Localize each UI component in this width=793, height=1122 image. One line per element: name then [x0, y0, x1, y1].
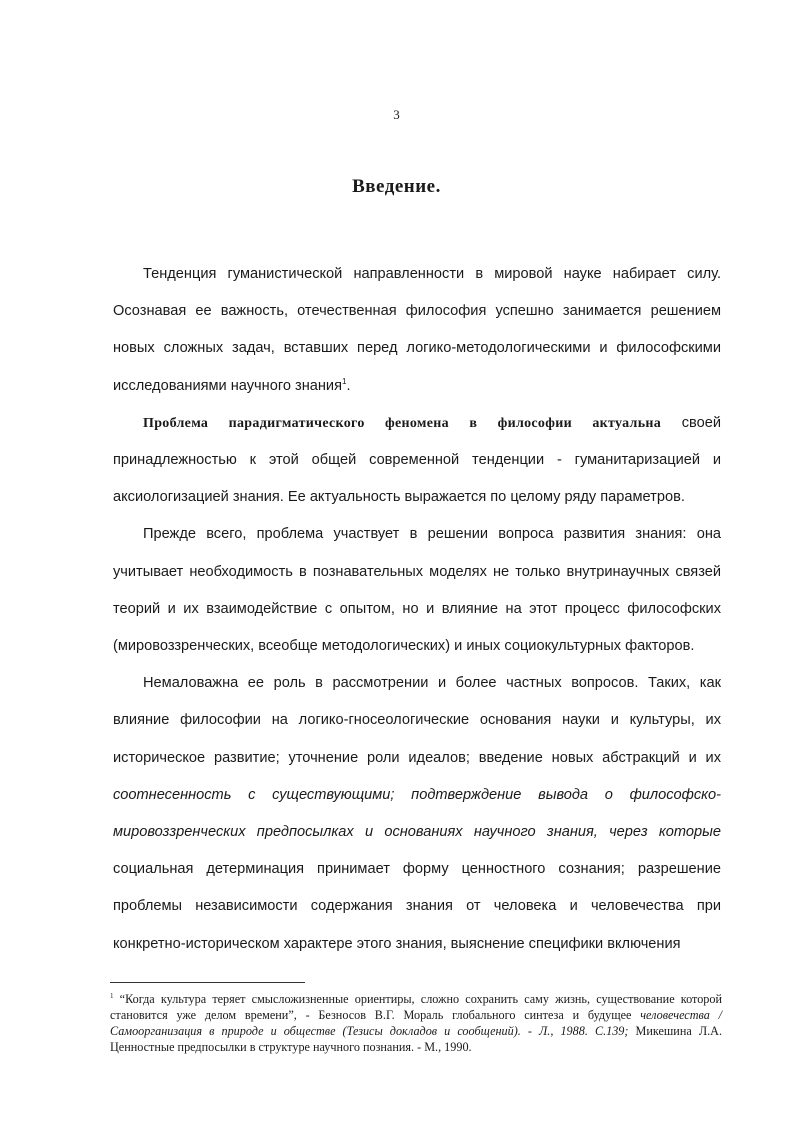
footnote-text-b: Микешина Л.А. Ценностные предпосылки в структуре научного познания. - М., 1990. — [110, 1024, 722, 1055]
paragraph-2 — [113, 405, 721, 517]
paragraph-4 — [113, 665, 721, 963]
paragraph-2-text: своей принадлежностью к этой общей современной тенденции - гуманитаризацией и аксиологизацией знания. Ее актуальность выражается по целому ряду параметров. — [113, 414, 721, 506]
footnote-divider — [110, 982, 305, 983]
paragraph-4-text-b: социальная детерминация принимает форму ценностного сознания; разрешение проблемы независимости содержания знания от человека и человечества при конкретно-историческом характере этого знания, выяснение специфики включения — [113, 861, 721, 952]
footnote-reference[interactable]: 1 — [342, 376, 347, 386]
body-text — [113, 256, 721, 963]
paragraph-1 — [113, 256, 721, 405]
paragraph-1-text: Тенденция гуманистической направленности в мировой науке набирает силу. Осознавая ее важность, отечественная философия успешно занимается решением новых сложных задач, вставших перед логико-методологическими и философскими исследованиями научного знания — [113, 266, 721, 394]
paragraph-4-italic: соотнесенность с существующими; подтверждение вывода о философско-мировоззренческих предпосылках и основаниях научного знания, через которые — [113, 786, 721, 841]
footnote — [110, 988, 722, 1055]
page-title: Введение. — [352, 176, 441, 197]
page-number: 3 — [393, 107, 400, 122]
paragraph-3: Прежде всего, проблема участвует в решении вопроса развития знания: она учитывает необходимость в познавательных моделях не только внутринаучных связей теорий и их взаимодействие с опытом, но и влияние на этот процесс философских (мировоззренческих, всеобще методологических) и иных социокультурных факторов. — [113, 526, 721, 655]
footnote-text-a: “Когда культура теряет смысложизненные ориентиры, сложно сохранить саму жизнь, существование которой становится уже делом времени”, - Безносов В.Г. Мораль глобального синтеза и будущее — [110, 992, 722, 1023]
paragraph-2-bold: Проблема парадигматического феномена в философии актуальна — [143, 415, 662, 431]
paragraph-4-text-a: Немаловажна ее роль в рассмотрении и более частных вопросов. Таких, как влияние философии на логико-гносеологические основания науки и культуры, их историческое развитие; уточнение роли идеалов; введение новых абстракций и их — [113, 675, 721, 766]
paragraph-1-end: . — [346, 377, 351, 394]
footnote-italic: человечества / Самоорганизация в природе и обществе (Тезисы докладов и сообщений). - Л., 1988. С.139; — [110, 1008, 722, 1039]
footnote-marker: 1 — [110, 992, 114, 1000]
